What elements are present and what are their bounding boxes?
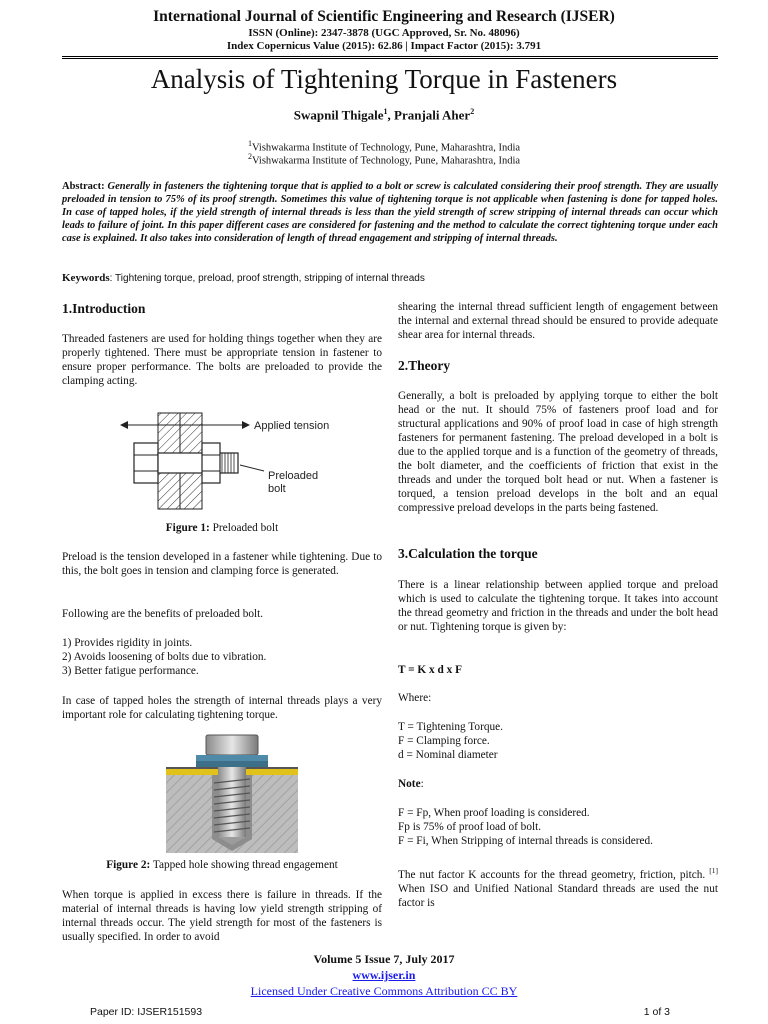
author-1: Swapnil Thigale	[293, 107, 384, 123]
keywords	[62, 272, 718, 284]
where-label: Where:	[398, 692, 432, 704]
header-rule-top	[62, 56, 718, 57]
note-line: F = Fi, When Stripping of internal threads is considered.	[398, 835, 653, 847]
section-heading-theory: 2.Theory	[398, 358, 451, 373]
footer-website-link[interactable]: www.ijser.in	[352, 968, 416, 982]
footer-volume: Volume 5 Issue 7, July 2017	[313, 952, 455, 966]
author-2: Pranjali Aher	[394, 107, 471, 123]
reference-citation: [1]	[709, 866, 718, 875]
index-line: Index Copernicus Value (2015): 62.86 | Impact Factor (2015): 3.791	[226, 40, 542, 52]
bolt-shank	[158, 453, 238, 473]
benefit-list-item: 1) Provides rigidity in joints.	[62, 637, 193, 649]
figure-1-caption-label: Figure 1:	[165, 522, 210, 534]
intro-paragraph-4: In case of tapped holes the strength of internal threads plays a very important role for calculating tightening torque.	[62, 695, 382, 721]
intro-paragraph-1: Threaded fasteners are used for holding things together when they are properly tightened. There must be appropriate tension in fastener to ensure proper performance. The bolts are preloaded to provide the clamping acting.	[62, 333, 382, 387]
affiliation-2-text: Vishwakarma Institute of Technology, Pune, Maharashtra, India	[251, 155, 521, 167]
footer-paper-id: Paper ID: IJSER151593	[90, 1006, 203, 1018]
figure-2-caption	[62, 859, 382, 871]
washer	[196, 755, 268, 761]
tension-arrow-left-icon	[120, 421, 128, 429]
benefit-list-item: 2) Avoids loosening of bolts due to vibration.	[62, 651, 267, 663]
abstract	[62, 181, 718, 246]
footer-page-number: 1 of 3	[643, 1006, 670, 1018]
nut	[202, 443, 220, 483]
label-bolt: bolt	[268, 483, 286, 495]
note-label	[398, 778, 424, 790]
label-preloaded: Preloaded	[268, 470, 319, 482]
header-rule-bottom	[62, 58, 718, 59]
section-heading-calculation: 3.Calculation the torque	[398, 546, 538, 561]
label-applied-tension: Applied tension	[254, 420, 330, 432]
figure-2-caption-text: Tapped hole showing thread engagement	[150, 859, 338, 871]
figure-2-caption-label: Figure 2:	[106, 859, 151, 871]
preloaded-leader-line	[240, 465, 264, 471]
section-heading-introduction: 1.Introduction	[62, 301, 146, 316]
figure-2-tapped-hole-image	[166, 733, 298, 853]
note-line: Fp is 75% of proof load of bolt.	[398, 821, 542, 833]
affiliation-2	[0, 152, 768, 167]
note-label-bold: Note	[398, 778, 421, 790]
intro-paragraph-3: Following are the benefits of preloaded bolt.	[62, 608, 264, 620]
authors	[0, 107, 768, 123]
intro-paragraph-2: Preload is the tension developed in a fastener while tightening. Due to this, the bolt goes in tension and clamping force is generated.	[62, 551, 382, 577]
paper-title: Analysis of Tightening Torque in Fasteners	[150, 64, 618, 94]
affiliation-1-sup: 1	[247, 139, 252, 148]
note-line: F = Fp, When proof loading is considered.	[398, 807, 590, 819]
author-2-sup: 2	[470, 107, 475, 116]
nut-factor-paragraph	[398, 864, 718, 910]
definition-force: F = Clamping force.	[398, 735, 490, 747]
figure-1-caption	[62, 522, 382, 534]
bolt-head-3d	[206, 735, 258, 755]
note-colon: :	[420, 778, 424, 790]
intro-paragraph-5: When torque is applied in excess there is failure in threads. If the material of internal threads is having low yield strength stripping of internal threads occur. The yield strength for most of the fasteners is usually specified. In order to avoid	[62, 889, 382, 943]
affiliation-1-text: Vishwakarma Institute of Technology, Pune, Maharashtra, India	[251, 142, 521, 154]
affiliation-2-sup: 2	[247, 152, 252, 161]
issn-line: ISSN (Online): 2347-3878 (UGC Approved, Sr. No. 48096)	[248, 27, 520, 39]
definition-diameter: d = Nominal diameter	[398, 749, 498, 761]
author-1-sup: 1	[383, 107, 388, 116]
benefit-list-item: 3) Better fatigue performance.	[62, 665, 199, 677]
torque-formula: T = K x d x F	[398, 664, 462, 676]
calculation-paragraph: There is a linear relationship between applied torque and preload which is used to calculate the tightening torque. It takes into account the thread geometry and friction in the threads and under the bolt head or nut. Tightening torque is given by:	[398, 579, 718, 633]
definition-torque: T = Tightening Torque.	[398, 721, 503, 733]
bolt-head	[134, 443, 158, 483]
nut-factor-text-a: The nut factor K accounts for the thread geometry, friction, pitch.	[398, 868, 710, 881]
keywords-text: : Tightening torque, preload, proof strength, stripping of internal threads	[109, 273, 425, 284]
journal-name: International Journal of Scientific Engineering and Research (IJSER)	[153, 8, 615, 25]
keywords-label: Keywords	[62, 272, 110, 284]
figure-1-caption-text: Preloaded bolt	[209, 522, 279, 534]
nut-factor-text-b: When ISO and Unified National Standard threads are used the nut factor is	[398, 882, 718, 909]
right-paragraph-0: shearing the internal thread sufficient length of engagement between the internal and external thread should be ensured to provide adequate shear area for internal threads.	[398, 301, 718, 341]
abstract-label: Abstract:	[62, 181, 105, 192]
theory-paragraph: Generally, a bolt is preloaded by applying torque to either the bolt head or the nut. It should 75% of fasteners proof load and for structural applications and 90% of proof load in case of high strength fasteners for permanent fastening. The preload developed in a bolt is due to the applied torque and is a function of the geometry of threads, the bolt diameter, and the coefficients of friction that exist in the threads and under the torqued bolt head or nut. When a fastener is torqued, a tension preload develops in the bolt and an equal compressive preload develops in the parts being fastened.	[398, 390, 718, 514]
footer-license-link[interactable]: Licensed Under Creative Commons Attribution CC BY	[250, 984, 518, 998]
author-separator: ,	[387, 107, 395, 123]
tension-arrow-right-icon	[242, 421, 250, 429]
figure-1-preloaded-bolt-diagram	[118, 405, 348, 515]
abstract-text: Generally in fasteners the tightening torque that is applied to a bolt or screw is calculated considering their proof strength. They are usually preloaded in tension to 75% of its proof strength. Sometimes this value of tightening torque is not applicable when fastening is done for tapped holes. In case of tapped holes, if the yield strength of internal threads is less than the yield strength of screw stripping of internal threads can occur which leads to failure of joint. In this paper different cases are considered for fastening and the method to calculate the correct tightening torque under each case is explained. It also takes into consideration of length of thread engagement and stripping of internal threads.	[62, 181, 719, 244]
